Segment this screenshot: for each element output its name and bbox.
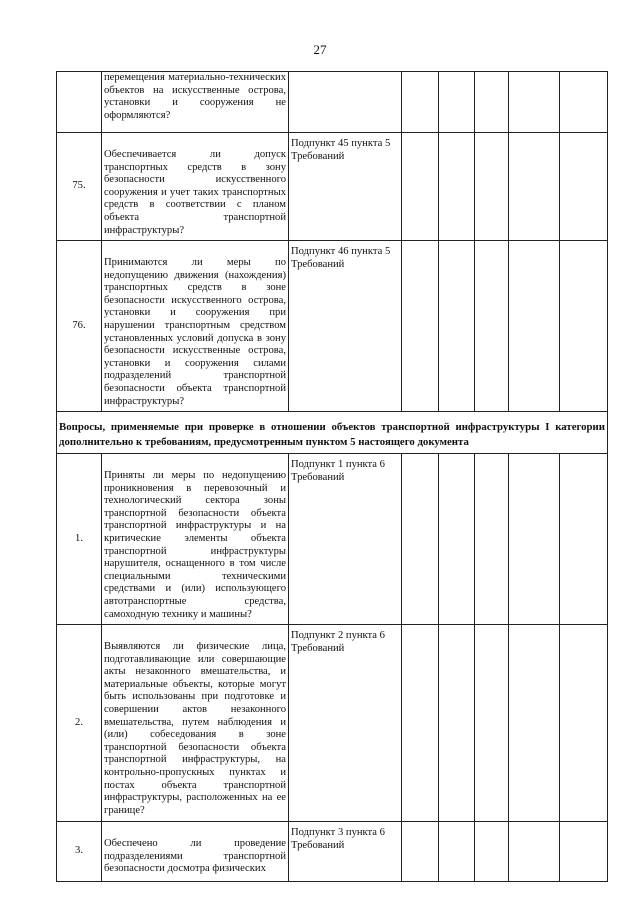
question-text: Обеспечено ли проведение подразделениями транспортной безопасности досмотра физических (104, 838, 286, 875)
answer-extra-cell (509, 241, 560, 412)
reference-cell (289, 241, 402, 412)
answer-extra-cell (509, 133, 560, 241)
row-number: 75. (57, 133, 102, 241)
reference-cell (289, 625, 402, 822)
answer-yes-cell (402, 133, 439, 241)
answer-no-cell (439, 133, 475, 241)
answer-na-cell (475, 72, 509, 133)
table-row (57, 241, 608, 412)
row-number: 2. (57, 625, 102, 822)
question-text: Приняты ли меры по недопущению проникновения в перевозочный и технологический сектора зоны транспортной безопасности объекта транспортной инфраструктуры и на критические элементы объекта транспортной инфраструктуры нарушителя, оснащенного в том числе специальными техническими средствами и (или) использующего автотранспортные средства, самоходную технику и машины? (104, 470, 286, 620)
question-cell (102, 133, 289, 241)
question-text: Выявляются ли физические лица, подготавливающие или совершающие акты незаконного вмешательства, и материальные объекты, которые могут быть использованы при подготовке и совершении актов незаконного вмешательства, путем наблюдения и (или) собеседования в зоне транспортной безопасности объекта транспортной инфраструктуры, на контрольно-пропускных пунктах и постах объекта транспортной инфраструктуры, расположенных на ее границе? (104, 641, 286, 816)
answer-extra-cell (509, 72, 560, 133)
row-number: 76. (57, 241, 102, 412)
table-row (57, 454, 608, 625)
question-cell (102, 454, 289, 625)
answer-yes-cell (402, 822, 439, 882)
reference-text: Подпункт 3 пункта 6 Требований (291, 827, 385, 851)
table-row (57, 822, 608, 882)
checklist-table (56, 71, 608, 882)
reference-cell (289, 72, 402, 133)
answer-no-cell (439, 72, 475, 133)
reference-cell (289, 133, 402, 241)
reference-text: Подпункт 45 пункта 5 Требований (291, 138, 391, 162)
table-row (57, 72, 608, 133)
row-number (57, 72, 102, 133)
answer-na-cell (475, 625, 509, 822)
answer-extra-cell (509, 625, 560, 822)
question-text: Принимаются ли меры по недопущению движения (нахождения) транспортных средств в зоне безопасности искусственного острова, установки и сооружения при нарушении транспортным средством установленных условий допуска в зону безопасности искусственные острова, установки и сооружения силами подразделений транспортной безопасности объекта транспортной инфраструктуры? (104, 257, 286, 407)
answer-no-cell (439, 625, 475, 822)
question-cell (102, 72, 289, 133)
answer-extra-cell (509, 454, 560, 625)
answer-na-cell (475, 133, 509, 241)
question-cell (102, 241, 289, 412)
row-number: 3. (57, 822, 102, 882)
reference-text: Подпункт 46 пункта 5 Требований (291, 246, 391, 270)
answer-no-cell (439, 241, 475, 412)
notes-cell (560, 822, 608, 882)
reference-text: Подпункт 1 пункта 6 Требований (291, 459, 385, 483)
section-header: Вопросы, применяемые при проверке в отношении объектов транспортной инфраструктуры I категории дополнительно к требованиям, предусмотренным пунктом 5 настоящего документа (57, 412, 608, 454)
answer-extra-cell (509, 822, 560, 882)
reference-text: Подпункт 2 пункта 6 Требований (291, 630, 385, 654)
section-header-row (57, 412, 608, 454)
notes-cell (560, 133, 608, 241)
answer-yes-cell (402, 72, 439, 133)
row-number: 1. (57, 454, 102, 625)
answer-yes-cell (402, 625, 439, 822)
question-cell (102, 625, 289, 822)
question-text: перемещения материально-технических объектов на искусственные острова, установки и сооружения не оформляются? (104, 72, 286, 121)
answer-na-cell (475, 454, 509, 625)
reference-cell (289, 822, 402, 882)
reference-cell (289, 454, 402, 625)
answer-no-cell (439, 822, 475, 882)
notes-cell (560, 625, 608, 822)
question-cell (102, 822, 289, 882)
answer-yes-cell (402, 454, 439, 625)
notes-cell (560, 454, 608, 625)
table-row (57, 133, 608, 241)
answer-na-cell (475, 241, 509, 412)
notes-cell (560, 241, 608, 412)
notes-cell (560, 72, 608, 133)
answer-no-cell (439, 454, 475, 625)
answer-na-cell (475, 822, 509, 882)
question-text: Обеспечивается ли допуск транспортных средств в зону безопасности искусственного сооружения и учет таких транспортных средств в соответствии с планом объекта транспортной инфраструктуры? (104, 149, 286, 236)
table-row (57, 625, 608, 822)
page-number: 27 (313, 42, 327, 57)
answer-yes-cell (402, 241, 439, 412)
